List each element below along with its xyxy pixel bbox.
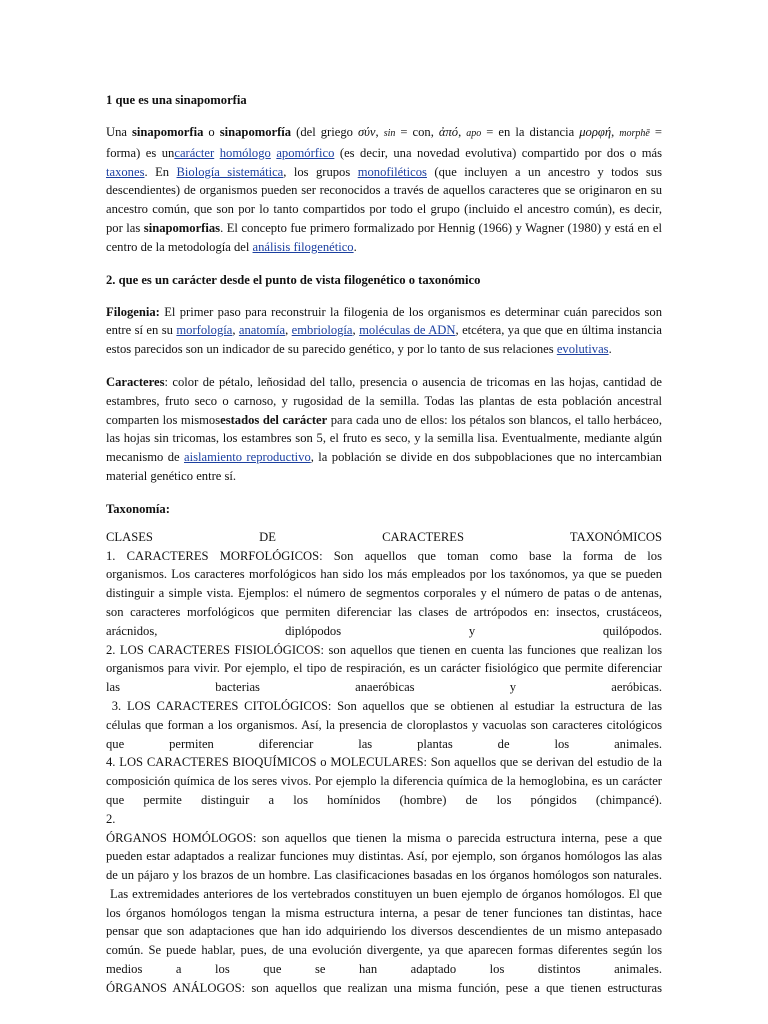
link-monofileticos[interactable]: monofiléticos (357, 164, 427, 179)
text-line: células que forman a los organismos. Así, la presencia de cloroplastos y vacuolas son caracteres citológicos (106, 717, 662, 732)
text-line: CLASES DE CARACTERES TAXONÓMICOS (106, 529, 662, 544)
text: Una (106, 125, 133, 139)
text: , (285, 323, 292, 338)
text: (es decir, una novedad evolutiva) compartido por dos o más (334, 145, 663, 160)
text-line: las bacterias anaeróbicas y aeróbicas. (106, 680, 662, 695)
bold-term: sinapomorfia (132, 125, 204, 139)
bold-term: sinapomorfía (219, 125, 292, 139)
text-line: pensar que son adaptaciones que han ido adquiriendo los diversos descendientes de un mismo antepasado (106, 924, 662, 939)
link-evolutivas[interactable]: evolutivas (556, 342, 609, 357)
caracteres-paragraph (106, 373, 662, 486)
text: , (352, 323, 360, 338)
text-line: 4. LOS CARACTERES BIOQUÍMICOS o MOLECULARES: Son aquellos que se derivan del estudio de la (106, 755, 662, 770)
text-line: Las extremidades anteriores de los vertebrados constituyen un buen ejemplo de órganos homólogos. El que (106, 886, 662, 901)
text: , (375, 125, 384, 139)
text: (del griego (291, 125, 358, 139)
link-taxones[interactable]: taxones (106, 164, 145, 179)
link-moleculas-adn[interactable]: moléculas de ADN (359, 323, 456, 338)
greek-word: σύν (357, 125, 376, 139)
text: (que incluyen a un ancestro y todos sus descendientes) de organismos pueden ser reconocidos a través de aquellos caracteres que se originaron en su ancestro común, que son por lo tanto compartidos por todo el grupo (incluido el ancestro común), es decir, por las (106, 164, 663, 235)
transliteration: morphē (619, 128, 650, 139)
text: . (608, 342, 612, 357)
text-line: son caracteres morfológicos que permiten diferenciar las clases de artrópodos en: insectos, crustáceos, (106, 604, 662, 619)
taxonomia-heading: Taxonomía: (106, 501, 170, 516)
text-line: común. Se puede hablar, pues, de una evolución divergente, ya que aparecen formas diferentes según los (106, 943, 662, 958)
text: , la población se divide en dos subpoblaciones que no intercambian material genético entre sí. (106, 450, 662, 483)
link-embriologia[interactable]: embriología (291, 323, 353, 338)
link-morfologia[interactable]: morfología (176, 323, 233, 338)
text: o (203, 125, 220, 139)
text-line: de un pájaro y los brazos de un hombre. Las clasificaciones basadas en los órganos homólogos son naturales. (106, 868, 662, 883)
text: = con, (395, 125, 439, 139)
text-line: 2. (106, 811, 116, 826)
text: : color de pétalo, leñosidad del tallo, presencia o ausencia de tricomas en las hojas, cantidad de estambres, fruto seco o carnoso, y rugosidad de la semilla. Todas las plantas de esta población ancestral comparten los mismos (106, 374, 662, 427)
text-line: que permiten diferenciar las plantas de los animales. (106, 736, 662, 751)
link-apomorfico[interactable]: apomórfico (276, 145, 335, 160)
text: para cada uno de ellos: los pétalos son blancos, el tallo herbáceo, las hojas sin tricomas, los estambres son 5, el fruto es seco, y la semilla lisa. Eventualmente, mediante algún mecanismo de (106, 412, 662, 465)
link-biologia-sistematica[interactable]: Biología sistemática (176, 164, 284, 179)
text: El primer paso para reconstruir la filogenia de los organismos es determinar cuán parecidos son entre sí en su (106, 304, 662, 338)
text-line: los órganos homólogos tengan la misma estructura interna, a pesar de tener funciones tan distintas, hace (106, 905, 662, 920)
text-line: arácnidos, diplópodos y quilópodos. (106, 623, 662, 638)
text-line: que permite distinguir a los homínidos (hombre) de los póngidos (chimpancé). (106, 792, 662, 807)
filogenia-paragraph (106, 303, 662, 359)
text: = en la distancia (481, 125, 580, 139)
transliteration: sin (383, 128, 396, 139)
bold-term: Filogenia: (106, 304, 160, 319)
text: = forma) es un (106, 125, 662, 160)
link-caracter[interactable]: carácter (174, 145, 215, 160)
text-line: ÓRGANOS HOMÓLOGOS: son aquellos que tienen la misma o parecida estructura interna, pese a que (106, 830, 662, 845)
text-line: organismos para vivir. Por ejemplo, el tipo de respiración, es un carácter fisiológico que permite diferenciar (106, 661, 662, 676)
link-analisis-filogenetico[interactable]: análisis filogenético (252, 239, 354, 254)
greek-word: μορφή (579, 125, 612, 139)
text: , (232, 323, 239, 338)
text: . En (144, 164, 177, 179)
text: . (353, 239, 357, 254)
text-line: 2. LOS CARACTERES FISIOLÓGICOS: son aquellos que tienen en cuenta las funciones que realizan los (106, 642, 662, 657)
section1-heading: 1 que es una sinapomorfia (106, 93, 247, 107)
text-line: composición química de los seres vivos. Por ejemplo la diferencia química de la hemoglobina, es un carácter (106, 774, 662, 789)
link-homologo[interactable]: homólogo (219, 145, 271, 160)
text: . El concepto fue primero formalizado por Hennig (1966) y Wagner (1980) y está en el centro de la metodología del (106, 220, 663, 254)
text: , (458, 125, 467, 139)
bold-term: estados del carácter (220, 412, 328, 427)
sinapomorfia-paragraph (106, 123, 662, 257)
greek-word: ἀπό (438, 125, 459, 139)
text-line: organismos. Los caracteres morfológicos han sido los más empleados por los taxónomos, ya que se pueden (106, 567, 662, 582)
transliteration: apo (466, 128, 482, 139)
text-line: distinguir a simple vista. Ejemplos: el número de segmentos corporales y el número de patas o de antenas, (106, 586, 662, 601)
text-line: ÓRGANOS ANÁLOGOS: son aquellos que realizan una misma función, pese a que tienen estructuras (106, 980, 662, 995)
text-line: pueden estar adaptados a realizar funciones muy distintas. Así, por ejemplo, son órganos homólogos las alas (106, 849, 662, 864)
text: , los grupos (283, 164, 358, 179)
taxonomia-body (106, 528, 662, 998)
text-line: 3. LOS CARACTERES CITOLÓGICOS: Son aquellos que se obtienen al estudiar la estructura de las (106, 698, 662, 713)
bold-term: Caracteres (106, 374, 165, 389)
bold-term: sinapomorfias (143, 220, 221, 235)
link-anatomia[interactable]: anatomía (238, 323, 286, 338)
text-line: 1. CARACTERES MORFOLÓGICOS: Son aquellos que toman como base la forma de los (106, 548, 662, 563)
text: , (611, 125, 620, 139)
section2-heading: 2. que es un carácter desde el punto de vista filogenético o taxonómico (106, 272, 481, 287)
link-aislamiento-reproductivo[interactable]: aislamiento reproductivo (184, 450, 311, 465)
text-line: medios a los que se han adaptado los distintos animales. (106, 962, 662, 977)
text: , etcétera, ya que que en última instancia estos parecidos son un indicador de su parecido genético, y por lo tanto de sus relaciones (106, 323, 663, 357)
